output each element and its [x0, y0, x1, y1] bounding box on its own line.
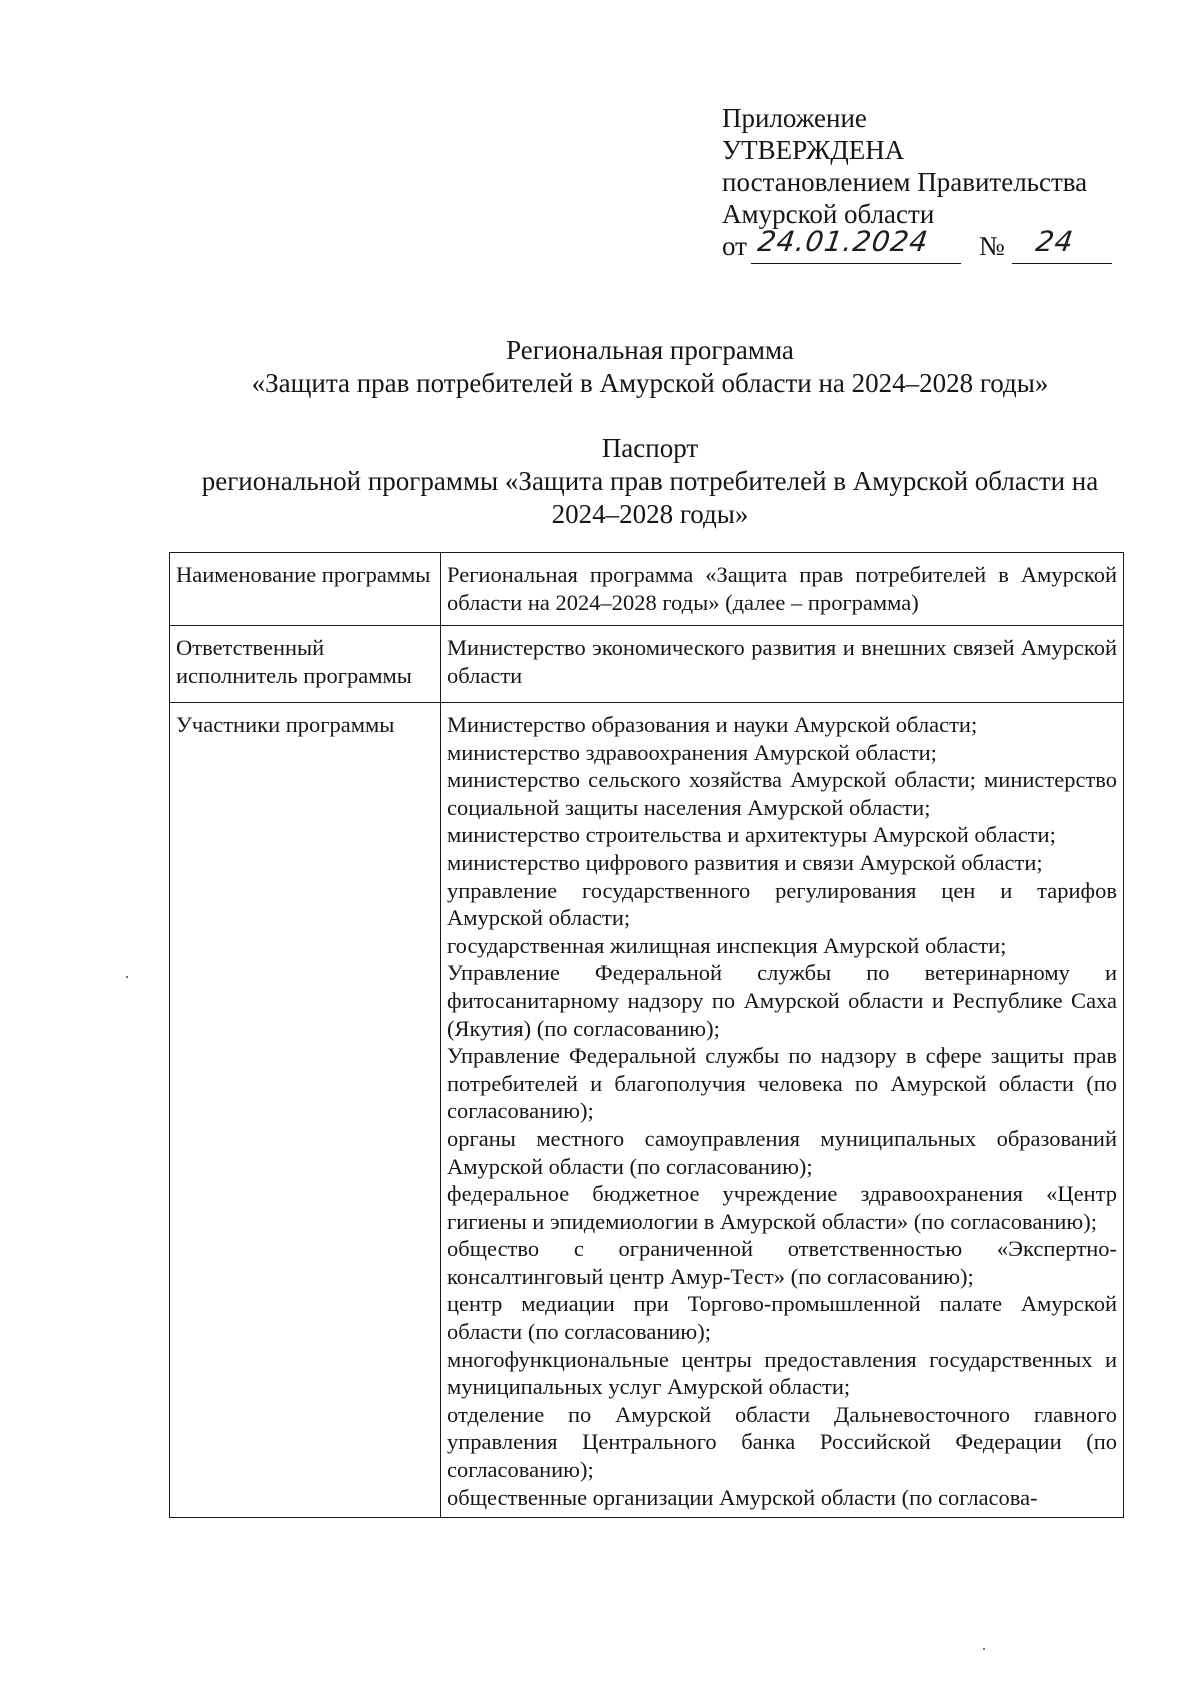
table-row — [170, 553, 1124, 626]
list-item: органы местного самоуправления муниципальных образований Амурской области (по согласованию); — [447, 1125, 1117, 1179]
list-item: федеральное бюджетное учреждение здравоохранения «Центр гигиены и эпидемиологии в Амурской области» (по согласованию); — [447, 1181, 1117, 1234]
row-label: Ответственный исполнитель программы — [170, 626, 441, 703]
list-item: министерство строительства и архитектуры Амурской области; — [447, 822, 1056, 848]
list-item: общественные организации Амурской области (по согласова- — [447, 1484, 1038, 1510]
number-prefix: № — [979, 231, 1005, 261]
row-label: Участники программы — [170, 703, 441, 1518]
list-item: многофункциональные центры предоставления государственных и муниципальных услуг Амурской области; — [447, 1346, 1117, 1400]
approved-by-line: постановлением Правительства — [722, 167, 1088, 197]
passport-title-line2: региональной программы «Защита прав потребителей в Амурской области на — [201, 466, 1099, 496]
list-item: общество с ограниченной ответственностью «Экспертно-консалтинговый центр Амур-Тест» (по согласованию); — [447, 1236, 1117, 1289]
date-underline — [751, 263, 961, 264]
handwritten-number: 24 — [1033, 225, 1077, 258]
table-row — [170, 703, 1124, 1518]
approval-block — [722, 102, 1142, 266]
row-value: Министерство экономического развития и внешних связей Амурской области — [441, 626, 1124, 703]
handwritten-date: 24.01.2024 — [755, 225, 931, 258]
passport-table — [169, 552, 1124, 1518]
appendix-label: Приложение — [722, 103, 867, 133]
list-item: отделение по Амурской области Дальневосточного главного управления Центрального банка Российской Федерации (по согласованию); — [447, 1401, 1117, 1483]
list-item: Министерство образования и науки Амурской области; — [447, 712, 978, 737]
row-value: Региональная программа «Защита прав потребителей в Амурской области на 2024–2028 годы» (далее – программа) — [441, 553, 1124, 626]
program-title-line1: Региональная программа — [506, 335, 794, 365]
date-prefix: от — [722, 231, 747, 261]
list-item: министерство сельского хозяйства Амурской области; министерство социальной защиты населения Амурской области; — [447, 767, 1117, 820]
passport-title-line3: 2024–2028 годы» — [551, 499, 749, 529]
row-label: Наименование программы — [170, 553, 441, 626]
list-item: государственная жилищная инспекция Амурской области; — [447, 932, 1007, 958]
list-item: министерство цифрового развития и связи Амурской области; — [447, 849, 1043, 875]
list-item: управление государственного регулирования цен и тарифов Амурской области; — [447, 877, 1117, 931]
passport-title — [160, 432, 1140, 531]
program-title-line2: «Защита прав потребителей в Амурской области на 2024–2028 годы» — [251, 368, 1049, 398]
scan-speck — [126, 976, 128, 978]
approved-label: УТВЕРЖДЕНА — [722, 135, 905, 165]
date-number-line — [722, 225, 1142, 266]
list-item: Управление Федеральной службы по надзору в сфере защиты прав потребителей и благополучия человека по Амурской области (по согласованию); — [447, 1043, 1117, 1124]
list-item: центр медиации при Торгово-промышленной палате Амурской области (по согласованию); — [447, 1291, 1117, 1345]
list-item: Управление Федеральной службы по ветеринарному и фитосанитарному надзору по Амурской области и Республике Саха (Якутия) (по согласованию); — [447, 960, 1117, 1041]
region-line: Амурской области — [722, 199, 935, 229]
number-underline — [1012, 263, 1112, 264]
program-title — [160, 334, 1140, 400]
scan-speck — [983, 1648, 985, 1650]
list-item: министерство здравоохранения Амурской области; — [447, 739, 937, 765]
passport-title-line1: Паспорт — [601, 433, 699, 463]
table-row — [170, 626, 1124, 703]
participants-list — [441, 703, 1124, 1518]
